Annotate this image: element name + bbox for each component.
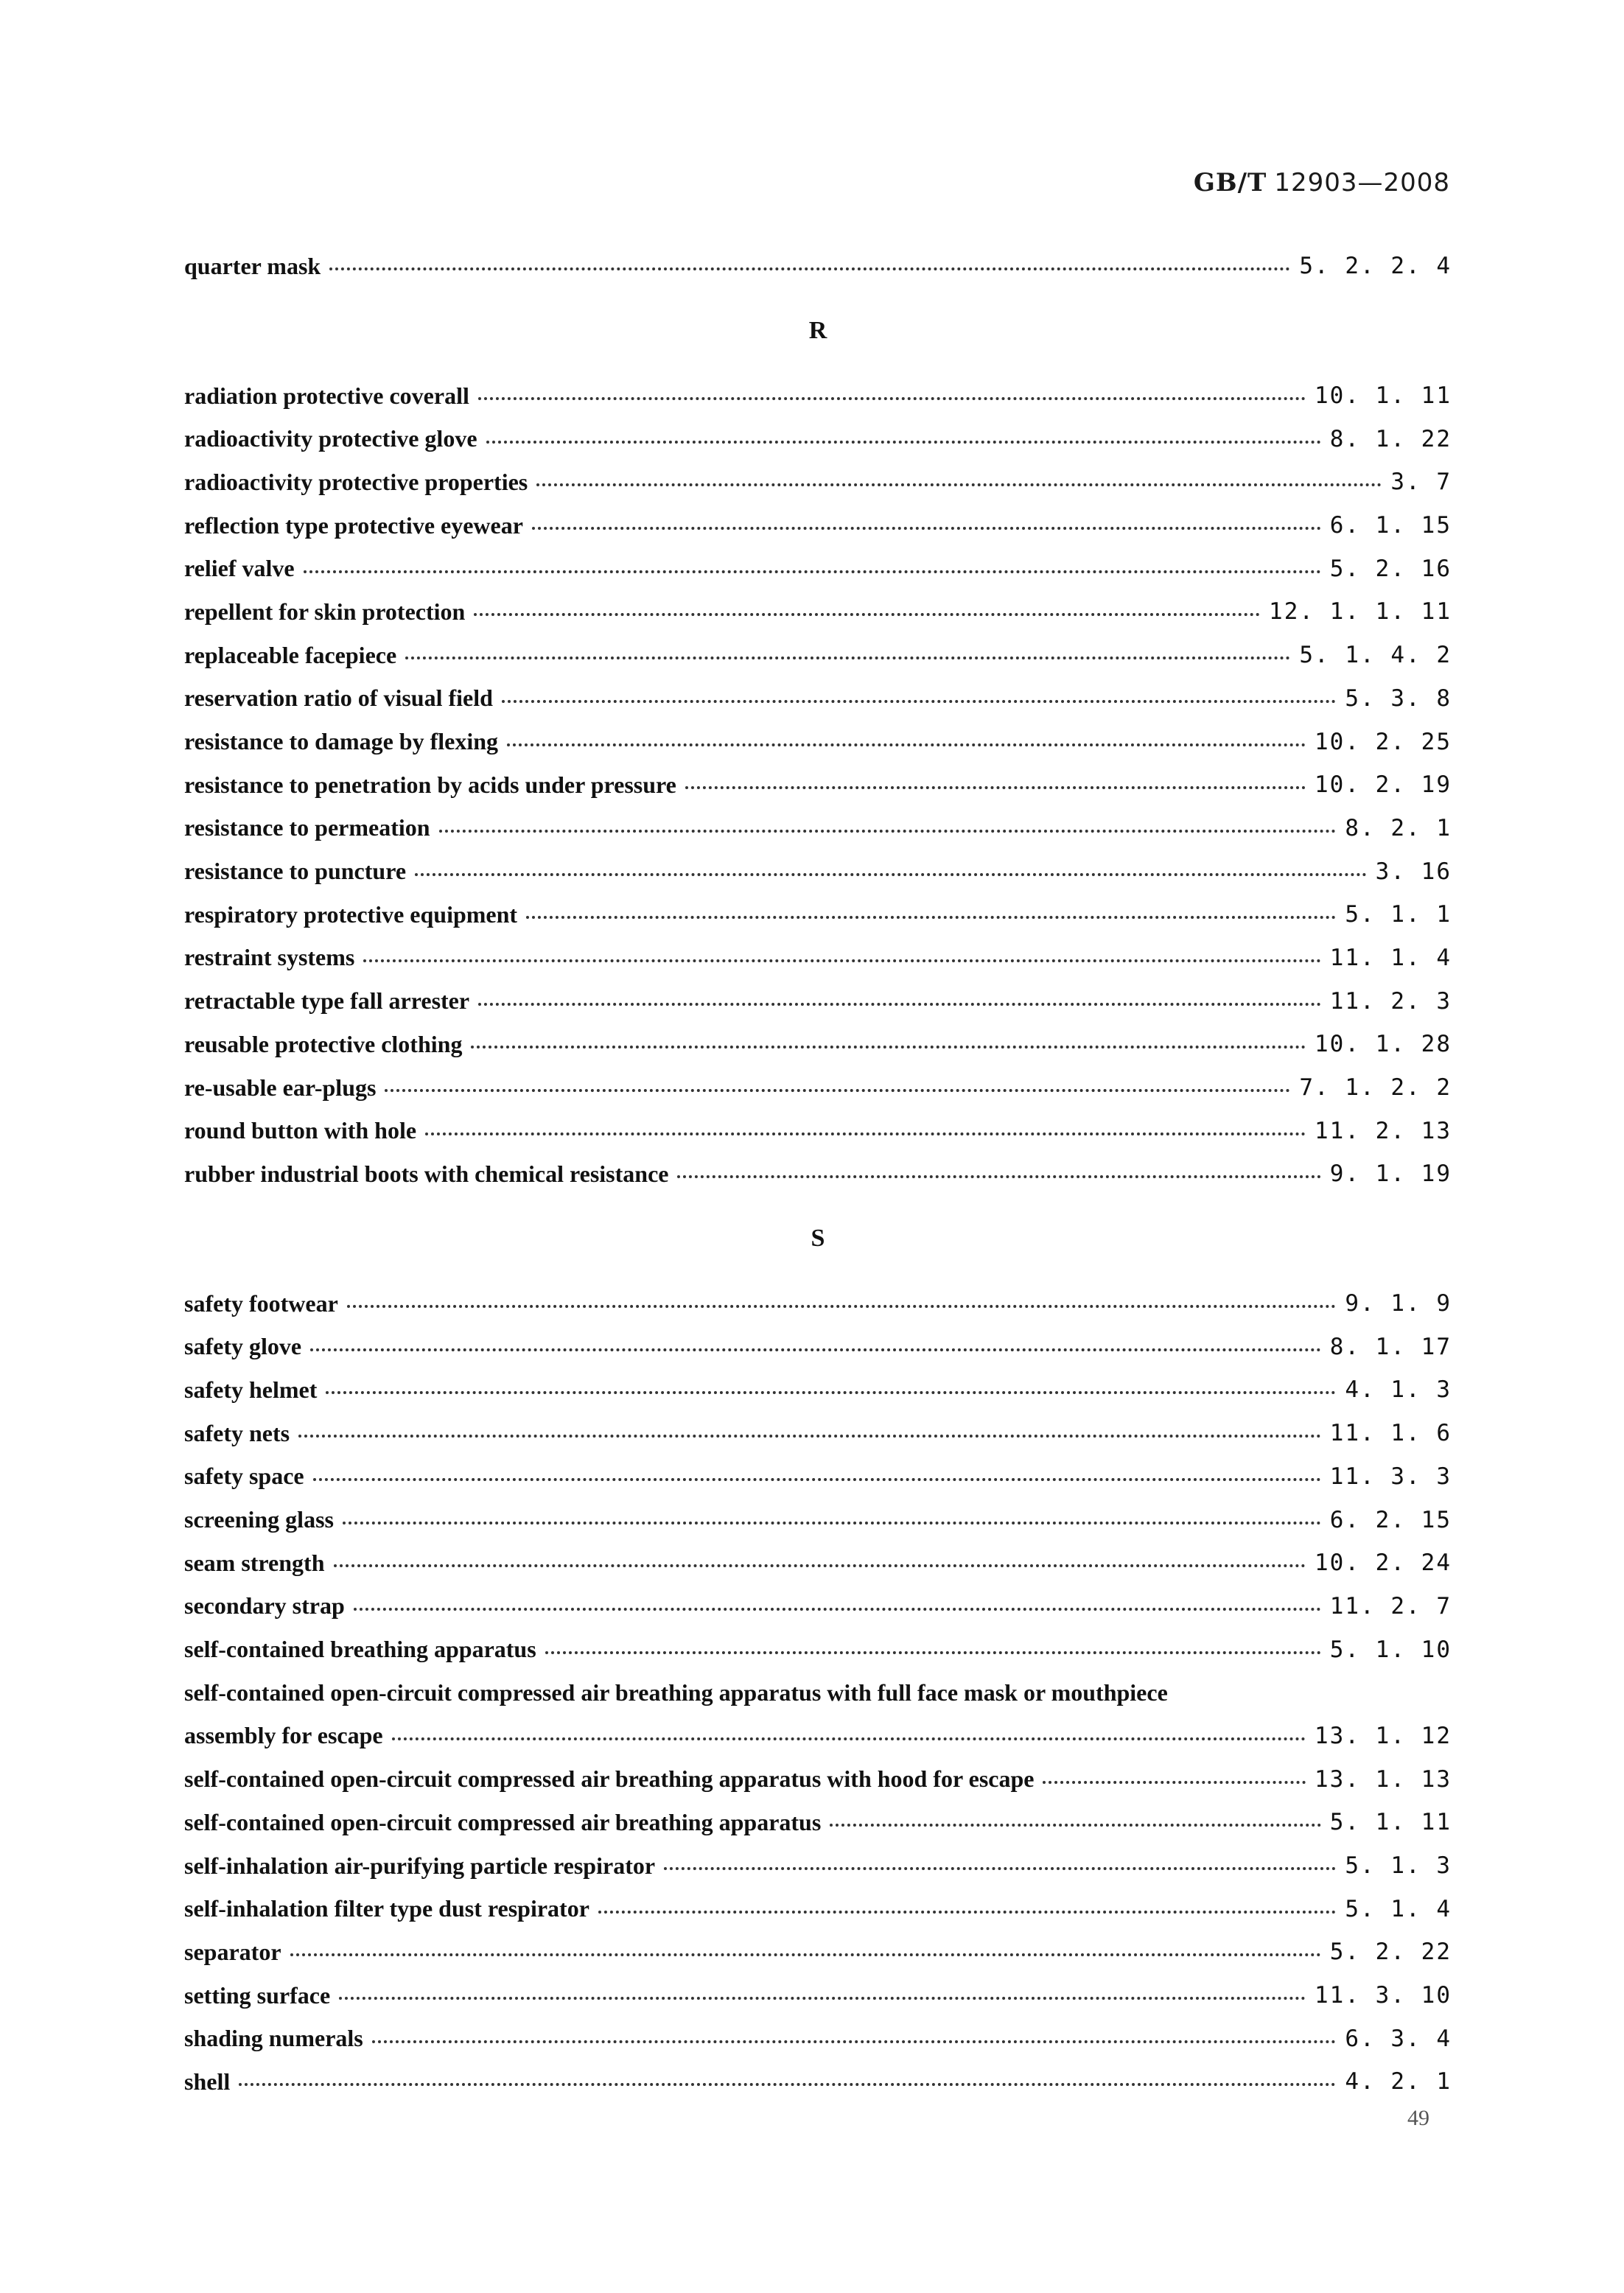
index-entry xyxy=(184,850,1452,893)
dot-leader xyxy=(343,1522,1321,1524)
index-term: repellent for skin protection xyxy=(184,598,466,625)
index-entry xyxy=(184,1671,1452,1715)
index-entry xyxy=(184,1498,1452,1541)
index-entry xyxy=(184,1844,1452,1888)
index-entry xyxy=(184,1974,1452,2017)
clause-reference: 5. 1. 1 xyxy=(1345,901,1452,928)
index-entry xyxy=(184,1887,1452,1930)
index-entry xyxy=(184,893,1452,937)
index-entry xyxy=(184,2017,1452,2060)
index-entry xyxy=(184,1109,1452,1152)
index-term: safety space xyxy=(184,1463,304,1490)
dot-leader xyxy=(478,1003,1321,1006)
index-term: self-inhalation air-purifying particle respirator xyxy=(184,1852,656,1879)
index-term: setting surface xyxy=(184,1981,331,2009)
index-entry xyxy=(184,1066,1452,1110)
clause-reference: 13. 1. 13 xyxy=(1315,1765,1452,1793)
index-entry xyxy=(184,1455,1452,1499)
clause-reference: 5. 2. 22 xyxy=(1329,1939,1452,1966)
index-entry xyxy=(184,1412,1452,1455)
dot-leader xyxy=(372,2040,1337,2043)
clause-reference: 5. 3. 8 xyxy=(1345,685,1452,712)
index-entry xyxy=(184,2060,1452,2104)
index-term: radiation protective coverall xyxy=(184,382,469,409)
standard-header xyxy=(1194,168,1450,197)
dot-leader xyxy=(502,700,1336,703)
index-entry xyxy=(184,1715,1452,1758)
index-term: screening glass xyxy=(184,1506,334,1533)
clause-reference: 5. 1. 3 xyxy=(1345,1852,1452,1880)
dot-leader xyxy=(526,916,1336,919)
index-entry xyxy=(184,979,1452,1023)
index-term: resistance to permeation xyxy=(184,814,430,841)
dot-leader xyxy=(290,1953,1321,1956)
index-entry xyxy=(184,937,1452,980)
index-entry xyxy=(184,1152,1452,1196)
index-term: self-contained open-circuit compressed air breathing apparatus with full face mask or mouthpiece xyxy=(184,1678,1168,1706)
clause-reference: 4. 1. 3 xyxy=(1345,1376,1452,1404)
clause-reference: 9. 1. 9 xyxy=(1345,1290,1452,1317)
index-list xyxy=(184,245,1452,2104)
dot-leader xyxy=(830,1824,1320,1827)
dot-leader xyxy=(536,483,1382,486)
clause-reference: 3. 16 xyxy=(1375,858,1452,885)
index-entry xyxy=(184,763,1452,807)
index-entry xyxy=(184,1282,1452,1326)
clause-reference: 10. 1. 11 xyxy=(1315,382,1452,410)
clause-reference: 11. 1. 4 xyxy=(1329,944,1452,971)
standard-code: GB/T xyxy=(1193,168,1267,197)
index-term: re-usable ear-plugs xyxy=(184,1074,377,1101)
index-term: replaceable facepiece xyxy=(184,641,397,668)
dot-leader xyxy=(347,1305,1337,1308)
dot-leader xyxy=(326,1391,1336,1394)
index-term: resistance to damage by flexing xyxy=(184,728,499,755)
clause-reference: 8. 1. 17 xyxy=(1329,1333,1452,1360)
dot-leader xyxy=(239,2083,1336,2086)
index-term: restraint systems xyxy=(184,944,355,971)
clause-reference: 3. 7 xyxy=(1390,469,1452,496)
clause-reference: 5. 1. 10 xyxy=(1329,1636,1452,1663)
dot-leader xyxy=(298,1435,1321,1438)
index-term: seam strength xyxy=(184,1549,325,1576)
clause-reference: 13. 1. 12 xyxy=(1315,1722,1452,1749)
dot-leader xyxy=(685,786,1306,789)
clause-reference: 10. 2. 24 xyxy=(1315,1550,1452,1577)
dot-leader xyxy=(486,441,1321,444)
index-entry xyxy=(184,1541,1452,1585)
index-entry xyxy=(184,1801,1452,1844)
index-term: rubber industrial boots with chemical resistance xyxy=(184,1160,669,1187)
dot-leader xyxy=(385,1089,1290,1092)
index-term: round button with hole xyxy=(184,1117,417,1144)
index-entry xyxy=(184,634,1452,677)
index-entry xyxy=(184,374,1452,418)
index-term: resistance to penetration by acids under pressure xyxy=(184,771,676,798)
clause-reference: 5. 1. 11 xyxy=(1329,1809,1452,1836)
index-entry xyxy=(184,245,1452,288)
clause-reference: 11. 2. 3 xyxy=(1329,987,1452,1015)
index-term: resistance to puncture xyxy=(184,858,407,885)
dot-leader xyxy=(313,1478,1321,1481)
index-term: secondary strap xyxy=(184,1592,345,1620)
clause-reference: 5. 2. 2. 4 xyxy=(1299,253,1452,280)
page-number: 49 xyxy=(1407,2106,1429,2130)
index-term: self-inhalation filter type dust respirator xyxy=(184,1895,589,1922)
clause-reference: 6. 2. 15 xyxy=(1329,1506,1452,1533)
index-term: separator xyxy=(184,1938,281,1965)
index-term: quarter mask xyxy=(184,252,321,279)
dot-leader xyxy=(392,1737,1306,1740)
index-entry xyxy=(184,807,1452,850)
index-term: reflection type protective eyewear xyxy=(184,511,523,539)
clause-reference: 12. 1. 1. 11 xyxy=(1269,598,1452,626)
clause-reference: 6. 3. 4 xyxy=(1345,2025,1452,2052)
index-term: reservation ratio of visual field xyxy=(184,685,493,712)
dot-leader xyxy=(304,570,1321,573)
clause-reference: 11. 2. 13 xyxy=(1315,1117,1452,1144)
dot-leader xyxy=(471,1046,1306,1049)
index-term: shell xyxy=(184,2068,231,2095)
dot-leader xyxy=(598,1911,1336,1914)
dot-leader xyxy=(425,1133,1306,1135)
index-entry xyxy=(184,461,1452,504)
clause-reference: 4. 2. 1 xyxy=(1345,2068,1452,2096)
index-term: relief valve xyxy=(184,555,295,582)
clause-reference: 10. 2. 25 xyxy=(1315,728,1452,755)
dot-leader xyxy=(532,527,1321,530)
index-term: assembly for escape xyxy=(184,1722,383,1749)
index-term: radioactivity protective glove xyxy=(184,425,477,452)
dot-leader xyxy=(329,267,1290,270)
index-term: shading numerals xyxy=(184,2025,363,2052)
index-entry xyxy=(184,547,1452,590)
index-term: safety helmet xyxy=(184,1376,318,1403)
index-entry xyxy=(184,1628,1452,1671)
dot-leader xyxy=(339,1997,1306,2000)
clause-reference: 11. 2. 7 xyxy=(1329,1592,1452,1620)
index-term: safety footwear xyxy=(184,1289,338,1317)
clause-reference: 11. 3. 3 xyxy=(1329,1463,1452,1490)
clause-reference: 5. 1. 4 xyxy=(1345,1895,1452,1922)
index-entry xyxy=(184,720,1452,763)
dot-leader xyxy=(405,657,1290,659)
clause-reference: 11. 3. 10 xyxy=(1315,1982,1452,2009)
index-term: radioactivity protective properties xyxy=(184,468,528,495)
index-term: reusable protective clothing xyxy=(184,1030,463,1057)
index-entry xyxy=(184,504,1452,547)
dot-leader xyxy=(677,1175,1320,1178)
clause-reference: 7. 1. 2. 2 xyxy=(1299,1074,1452,1102)
dot-leader xyxy=(664,1867,1336,1870)
clause-reference: 9. 1. 19 xyxy=(1329,1160,1452,1188)
section-letter: S xyxy=(811,1225,825,1253)
dot-leader xyxy=(478,397,1306,400)
index-term: respiratory protective equipment xyxy=(184,900,518,928)
index-entry xyxy=(184,1325,1452,1368)
index-term: safety glove xyxy=(184,1333,302,1360)
clause-reference: 8. 2. 1 xyxy=(1345,814,1452,841)
clause-reference: 5. 1. 4. 2 xyxy=(1299,642,1452,669)
index-entry xyxy=(184,590,1452,634)
index-term: safety nets xyxy=(184,1419,290,1446)
dot-leader xyxy=(507,743,1306,746)
dot-leader xyxy=(363,959,1320,962)
dot-leader xyxy=(439,830,1337,833)
index-entry xyxy=(184,1023,1452,1066)
clause-reference: 5. 2. 16 xyxy=(1329,555,1452,582)
dot-leader xyxy=(334,1564,1306,1567)
standard-number: 12903—2008 xyxy=(1274,168,1450,197)
index-entry xyxy=(184,417,1452,461)
dot-leader xyxy=(310,1348,1321,1351)
index-entry xyxy=(184,1930,1452,1974)
index-entry xyxy=(184,1368,1452,1412)
dot-leader xyxy=(415,873,1367,876)
clause-reference: 10. 2. 19 xyxy=(1315,771,1452,799)
index-entry xyxy=(184,1585,1452,1628)
dot-leader xyxy=(1043,1781,1306,1784)
index-term: self-contained open-circuit compressed air breathing apparatus with hood for escape xyxy=(184,1765,1035,1793)
index-entry xyxy=(184,1757,1452,1801)
clause-reference: 8. 1. 22 xyxy=(1329,425,1452,452)
index-term: self-contained open-circuit compressed air breathing apparatus xyxy=(184,1808,822,1835)
index-entry xyxy=(184,677,1452,721)
dot-leader xyxy=(474,613,1260,616)
clause-reference: 11. 1. 6 xyxy=(1329,1420,1452,1447)
dot-leader xyxy=(545,1651,1321,1654)
clause-reference: 10. 1. 28 xyxy=(1315,1031,1452,1058)
dot-leader xyxy=(354,1608,1321,1611)
section-letter: R xyxy=(808,317,827,345)
clause-reference: 6. 1. 15 xyxy=(1329,512,1452,539)
index-term: retractable type fall arrester xyxy=(184,987,470,1015)
index-term: self-contained breathing apparatus xyxy=(184,1636,536,1663)
